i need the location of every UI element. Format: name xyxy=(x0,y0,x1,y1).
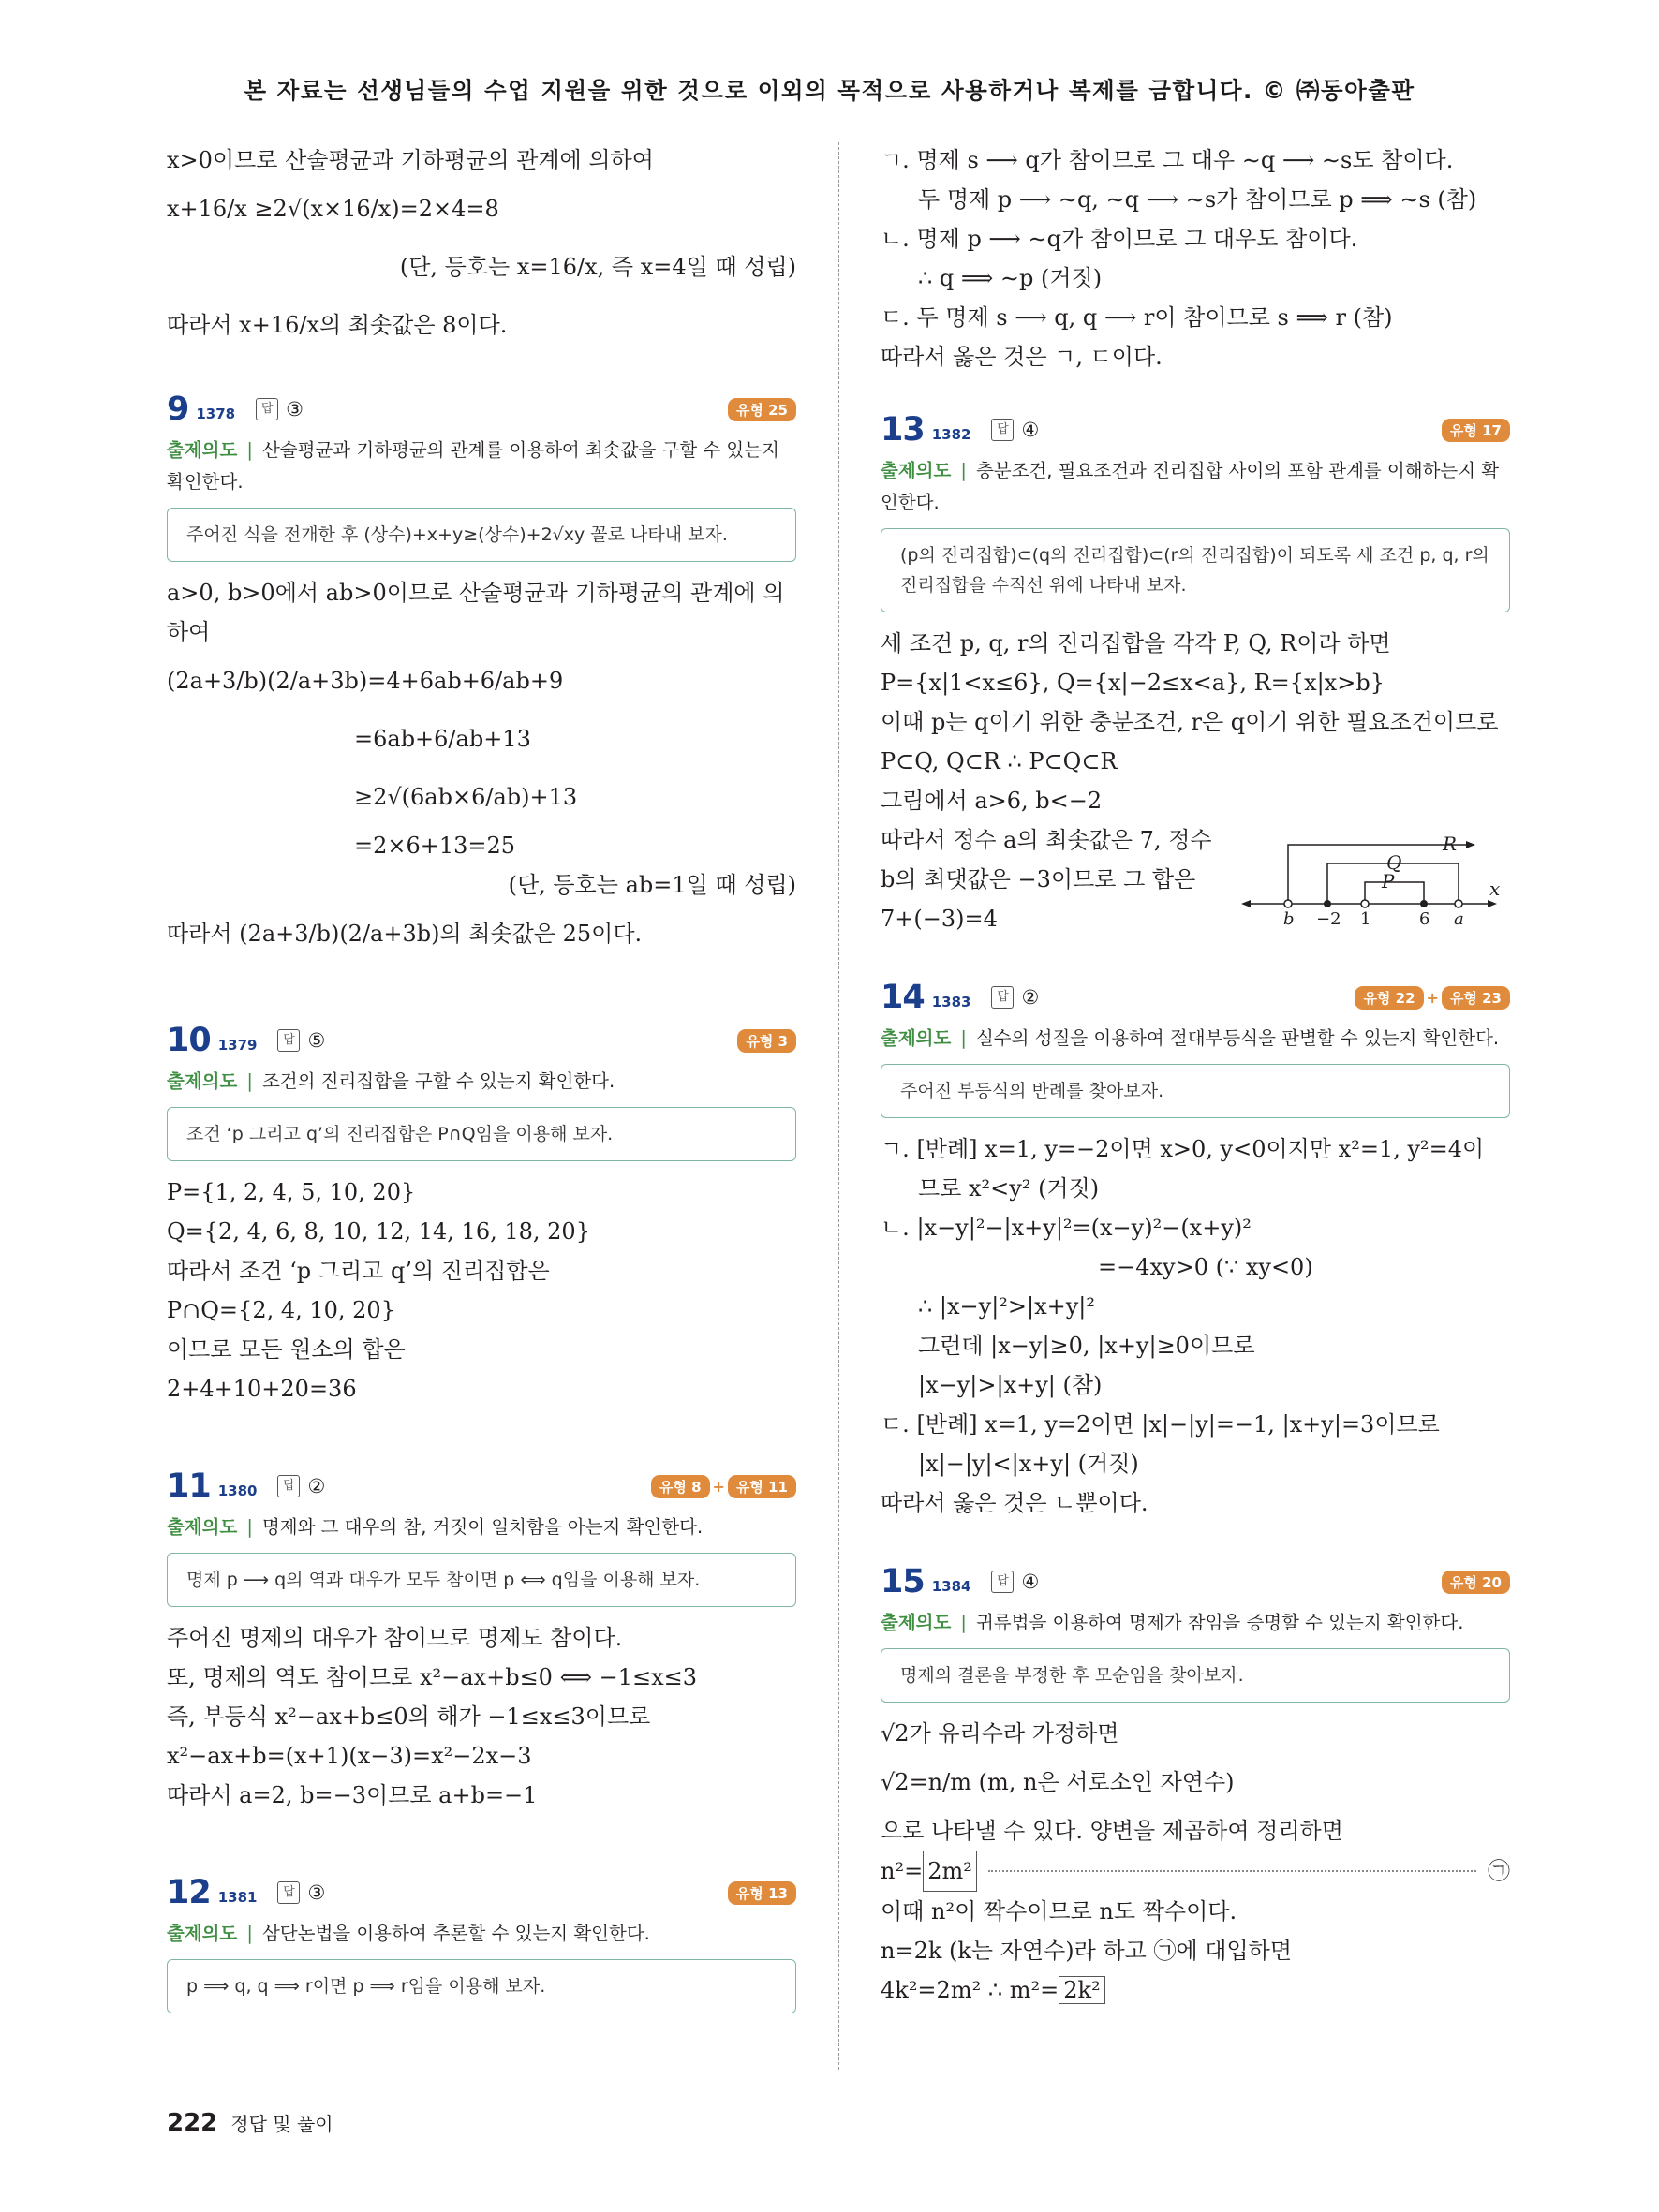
text-line: 므로 x²<y² (거짓) xyxy=(918,1175,1100,1202)
axis-label: x xyxy=(1489,877,1501,900)
text-line: 그런데 |x−y|≥0, |x+y|≥0이므로 xyxy=(918,1333,1255,1359)
math-line: =2×6+13=25 xyxy=(354,833,516,859)
equation-mark: ㉠ xyxy=(1488,1858,1510,1884)
answer-value: ③ xyxy=(307,1881,326,1904)
plus-sign: + xyxy=(1426,988,1439,1007)
text-line: 이때 p는 q이기 위한 충분조건, r은 q이기 위한 필요조건이므로 xyxy=(881,709,1499,735)
problem-code: 1381 xyxy=(217,1889,258,1906)
text-line: P⊂Q, Q⊂R ∴ P⊂Q⊂R xyxy=(881,748,1118,774)
page-number: 222 xyxy=(167,2109,218,2137)
intent-text: 충분조건, 필요조건과 진리집합 사이의 포함 관계를 이해하는지 확인한다. xyxy=(881,460,1500,513)
math-line: √2=n/m (m, n은 서로소인 자연수) xyxy=(881,1769,1235,1795)
text-line: ㄱ. [반례] x=1, y=−2이면 x>0, y<0이지만 x²=1, y²=4이 xyxy=(881,1136,1485,1162)
type-tags xyxy=(1442,1571,1510,1594)
column-divider xyxy=(838,142,839,2070)
answer xyxy=(991,986,1039,1009)
math-line: x+16/x ≥2√(x×16/x)=2×4=8 xyxy=(167,196,499,222)
text-line: P={x|1<x≤6}, Q={x|−2≤x<a}, R={x|x>b} xyxy=(881,670,1385,696)
intent xyxy=(881,1023,1510,1054)
math-line: (단, 등호는 ab=1일 때 성립) xyxy=(508,872,796,898)
point-b xyxy=(1284,900,1292,907)
intent-text: 명제와 그 대우의 참, 거짓이 일치함을 아는지 확인한다. xyxy=(261,1516,704,1538)
problem-code: 1383 xyxy=(931,994,971,1010)
tick-label: 1 xyxy=(1360,909,1371,927)
text-line: 하여 xyxy=(167,619,211,645)
type-tag: 유형 8 xyxy=(651,1475,710,1498)
hint-box: 주어진 식을 전개한 후 (상수)+x+y≥(상수)+2√xy 꼴로 나타내 보자. xyxy=(167,508,796,562)
type-tag: 유형 3 xyxy=(737,1029,796,1053)
math-line: ≥2√(6ab×6/ab)+13 xyxy=(354,784,578,810)
solution xyxy=(167,1618,796,1815)
text-line: 따라서 a=2, b=−3이므로 a+b=−1 xyxy=(167,1782,538,1808)
tick-label: 6 xyxy=(1419,909,1430,927)
right-column xyxy=(881,140,1510,2010)
footer-title: 정답 및 풀이 xyxy=(230,2113,333,2135)
text-line: 2+4+10+20=36 xyxy=(167,1376,357,1402)
text-line: b의 최댓값은 −3이므로 그 합은 xyxy=(881,866,1196,892)
tick-label: −2 xyxy=(1316,909,1341,927)
intent-separator: | xyxy=(246,1516,253,1538)
set-r-label: R xyxy=(1443,833,1458,855)
text-line: 그림에서 a>6, b<−2 xyxy=(881,788,1103,814)
type-tags xyxy=(651,1475,796,1498)
left-column xyxy=(167,140,796,2025)
answer xyxy=(256,398,304,420)
hint-box: 명제의 결론을 부정한 후 모순임을 찾아보자. xyxy=(881,1648,1510,1703)
text-line: 따라서 x+16/x의 최솟값은 8이다. xyxy=(167,312,508,338)
type-tag: 유형 17 xyxy=(1442,419,1510,442)
set-r-line xyxy=(1288,845,1466,904)
hint-box: 주어진 부등식의 반례를 찾아보자. xyxy=(881,1064,1510,1118)
problem-15-header xyxy=(881,1560,1510,1603)
text-line: P={1, 2, 4, 5, 10, 20} xyxy=(167,1179,416,1205)
problem-number: 13 xyxy=(881,411,925,449)
intent-label: 출제의도 xyxy=(881,1612,952,1633)
problem-code: 1380 xyxy=(217,1482,258,1499)
axis-arrow-right xyxy=(1488,900,1497,907)
problem-code: 1382 xyxy=(931,426,971,443)
answer-value: ④ xyxy=(1021,1571,1040,1593)
hint-box: 명제 p ⟶ q의 역과 대우가 모두 참이면 p ⟺ q임을 이용해 보자. xyxy=(167,1553,796,1607)
intent-text: 조건의 진리집합을 구할 수 있는지 확인한다. xyxy=(261,1070,615,1092)
type-tags xyxy=(1355,986,1510,1010)
text-line: 따라서 옳은 것은 ㄱ, ㄷ이다. xyxy=(881,344,1163,370)
text-line: x>0이므로 산술평균과 기하평균의 관계에 의하여 xyxy=(167,147,654,173)
problem-code: 1384 xyxy=(931,1578,971,1595)
copyright-banner: 본 자료는 선생님들의 수업 지원을 위한 것으로 이외의 목적으로 사용하거나 복제를 금합니다. © ㈜동아출판 xyxy=(244,77,1415,104)
intent xyxy=(881,455,1510,519)
intent xyxy=(881,1607,1510,1639)
plus-sign: + xyxy=(712,1477,725,1496)
answer-icon: 답 xyxy=(991,419,1014,441)
text-line: √2가 유리수라 가정하면 xyxy=(881,1720,1119,1747)
intent xyxy=(167,1918,796,1950)
answer xyxy=(277,1475,325,1497)
type-tag: 유형 20 xyxy=(1442,1571,1510,1594)
text-line: ∴ q ⟹ ∼p (거짓) xyxy=(918,265,1103,291)
type-tag: 유형 13 xyxy=(728,1881,796,1905)
answer-icon: 답 xyxy=(991,1571,1014,1593)
text-line: 7+(−3)=4 xyxy=(881,906,998,932)
set-r-arrow xyxy=(1466,841,1475,848)
answer-value: ③ xyxy=(286,398,304,420)
type-tags xyxy=(737,1029,796,1053)
text-line: 즉, 부등식 x²−ax+b≤0의 해가 −1≤x≤3이므로 xyxy=(167,1703,651,1730)
text-line: ㄷ. 두 명제 s ⟶ q, q ⟶ r이 참이므로 s ⟹ r (참) xyxy=(881,304,1393,331)
intent-separator: | xyxy=(960,1027,967,1049)
text-line: P∩Q={2, 4, 10, 20} xyxy=(167,1297,395,1323)
problem-code: 1378 xyxy=(196,406,236,422)
point-neg2 xyxy=(1324,900,1331,907)
text-line: 따라서 (2a+3/b)(2/a+3b)의 최솟값은 25이다. xyxy=(167,921,643,947)
tick-label: a xyxy=(1454,909,1464,927)
intent-text: 산술평균과 기하평균의 관계를 이용하여 최솟값을 구할 수 있는지 확인한다. xyxy=(167,439,779,493)
problem-14-header xyxy=(881,976,1510,1019)
problem-number: 15 xyxy=(881,1563,925,1600)
text-line: 두 명제 p ⟶ ∼q, ∼q ⟶ ∼s가 참이므로 p ⟹ ∼s (참) xyxy=(918,186,1477,213)
text-line: n=2k (k는 자연수)라 하고 ㉠에 대입하면 xyxy=(881,1938,1293,1964)
intent-label: 출제의도 xyxy=(881,460,952,481)
answer-box: 2k² xyxy=(1059,1976,1104,2004)
problem-11-header xyxy=(167,1465,796,1508)
text-line: ㄴ. 명제 p ⟶ ∼q가 참이므로 그 대우도 참이다. xyxy=(881,226,1358,252)
equation-lhs: 4k²=2m² ∴ m²= xyxy=(881,1977,1059,2003)
solution xyxy=(881,1714,1510,2010)
solution xyxy=(167,1172,796,1408)
text-line: x²−ax+b=(x+1)(x−3)=x²−2x−3 xyxy=(167,1743,532,1769)
intent-text: 귀류법을 이용하여 명제가 참임을 증명할 수 있는지 확인한다. xyxy=(975,1612,1464,1633)
intent-label: 출제의도 xyxy=(167,439,238,461)
equation-line xyxy=(881,1970,1510,2010)
type-tag: 유형 25 xyxy=(728,398,796,421)
intent xyxy=(167,1066,796,1098)
intent xyxy=(167,1512,796,1543)
text-line: Q={2, 4, 6, 8, 10, 12, 14, 16, 18, 20} xyxy=(167,1218,590,1245)
intent-separator: | xyxy=(960,1612,967,1633)
problem-number: 12 xyxy=(167,1874,211,1911)
type-tag: 유형 11 xyxy=(728,1475,796,1498)
answer xyxy=(991,419,1039,441)
answer xyxy=(277,1881,325,1904)
text-line: ∴ |x−y|²>|x+y|² xyxy=(918,1293,1095,1320)
text-line: 따라서 옳은 것은 ㄴ뿐이다. xyxy=(881,1490,1148,1516)
axis-arrow-left xyxy=(1241,900,1251,907)
math-line: (단, 등호는 x=16/x, 즉 x=4일 때 성립) xyxy=(399,254,796,280)
text-line: a>0, b>0에서 ab>0이므로 산술평균과 기하평균의 관계에 의 xyxy=(167,580,785,606)
problem-number: 9 xyxy=(167,391,189,428)
problem-number: 14 xyxy=(881,979,925,1016)
text-line: |x−y|>|x+y| (참) xyxy=(918,1372,1103,1398)
point-1 xyxy=(1361,900,1369,907)
text-line: =−4xy>0 (∵ xy<0) xyxy=(1098,1254,1313,1280)
type-tag: 유형 23 xyxy=(1442,986,1510,1010)
intent-separator: | xyxy=(246,439,253,461)
intent-label: 출제의도 xyxy=(881,1027,952,1049)
type-tags xyxy=(728,398,796,421)
solution xyxy=(167,573,796,963)
text-line: 이때 n²이 짝수이므로 n도 짝수이다. xyxy=(881,1898,1237,1924)
intent-label: 출제의도 xyxy=(167,1923,238,1944)
answer-value: ⑤ xyxy=(307,1029,326,1052)
text-line: 으로 나타낼 수 있다. 양변을 제곱하여 정리하면 xyxy=(881,1818,1343,1844)
intent-separator: | xyxy=(246,1923,253,1944)
problem-code: 1379 xyxy=(217,1037,258,1054)
answer xyxy=(991,1571,1039,1593)
text-line: 또, 명제의 역도 참이므로 x²−ax+b≤0 ⟺ −1≤x≤3 xyxy=(167,1664,698,1690)
dotted-leader xyxy=(988,1870,1476,1872)
equation-line xyxy=(881,1851,1510,1892)
answer-icon: 답 xyxy=(256,398,278,420)
answer-icon: 답 xyxy=(277,1881,300,1904)
set-p-line xyxy=(1365,882,1424,904)
equation-lhs: n²= xyxy=(881,1858,924,1884)
problem-9-header xyxy=(167,388,796,431)
text-line: ㄷ. [반례] x=1, y=2이면 |x|−|y|=−1, |x+y|=3이므로 xyxy=(881,1411,1440,1438)
point-6 xyxy=(1420,900,1428,907)
set-q-label: Q xyxy=(1386,851,1402,874)
answer xyxy=(277,1029,325,1052)
text-line: ㄱ. 명제 s ⟶ q가 참이므로 그 대우 ∼q ⟶ ∼s도 참이다. xyxy=(881,147,1454,173)
type-tag: 유형 22 xyxy=(1355,986,1423,1010)
text-line: 따라서 정수 a의 최솟값은 7, 정수 xyxy=(881,827,1212,853)
answer-icon: 답 xyxy=(277,1029,300,1052)
intent-text: 삼단논법을 이용하여 추론할 수 있는지 확인한다. xyxy=(261,1923,650,1944)
problem-number: 11 xyxy=(167,1467,211,1505)
page-footer xyxy=(167,2109,333,2137)
intent-separator: | xyxy=(960,460,967,481)
text-line: ㄴ. |x−y|²−|x+y|²=(x−y)²−(x+y)² xyxy=(881,1215,1252,1241)
math-line: (2a+3/b)(2/a+3b)=4+6ab+6/ab+9 xyxy=(167,668,564,694)
text-line: 이므로 모든 원소의 합은 xyxy=(167,1336,406,1363)
answer-icon: 답 xyxy=(991,986,1014,1009)
problem-13-header xyxy=(881,408,1510,451)
problem-10-header xyxy=(167,1019,796,1062)
intent-label: 출제의도 xyxy=(167,1516,238,1538)
answer-box: 2m² xyxy=(923,1851,977,1892)
intent-label: 출제의도 xyxy=(167,1070,238,1092)
intent-separator: | xyxy=(246,1070,253,1092)
hint-box: (p의 진리집합)⊂(q의 진리집합)⊂(r의 진리집합)이 되도록 세 조건 p, q, r의 진리집합을 수직선 위에 나타내 보자. xyxy=(881,528,1510,612)
answer-value: ④ xyxy=(1021,419,1040,441)
answer-value: ② xyxy=(1021,986,1040,1009)
type-tags xyxy=(728,1881,796,1905)
text-line: 세 조건 p, q, r의 진리집합을 각각 P, Q, R이라 하면 xyxy=(881,630,1391,656)
number-line-diagram xyxy=(1237,805,1508,927)
intent xyxy=(167,435,796,498)
answer-value: ② xyxy=(307,1475,326,1497)
set-p-label: P xyxy=(1382,870,1395,892)
intent-text: 실수의 성질을 이용하여 절대부등식을 판별할 수 있는지 확인한다. xyxy=(975,1027,1500,1049)
text-line: 주어진 명제의 대우가 참이므로 명제도 참이다. xyxy=(167,1625,623,1651)
type-tags xyxy=(1442,419,1510,442)
problem-12-header xyxy=(167,1871,796,1914)
hint-box: 조건 ‘p 그리고 q’의 진리집합은 P∩Q임을 이용해 보자. xyxy=(167,1107,796,1161)
text-line: |x|−|y|<|x+y| (거짓) xyxy=(918,1451,1139,1477)
answer-icon: 답 xyxy=(277,1475,300,1497)
point-a xyxy=(1455,900,1462,907)
solution xyxy=(881,1129,1510,1523)
math-line: =6ab+6/ab+13 xyxy=(354,726,531,752)
problem-number: 10 xyxy=(167,1022,211,1059)
text-line: 따라서 조건 ‘p 그리고 q’의 진리집합은 xyxy=(167,1258,550,1284)
tick-label: b xyxy=(1283,909,1295,927)
hint-box: p ⟹ q, q ⟹ r이면 p ⟹ r임을 이용해 보자. xyxy=(167,1959,796,2013)
